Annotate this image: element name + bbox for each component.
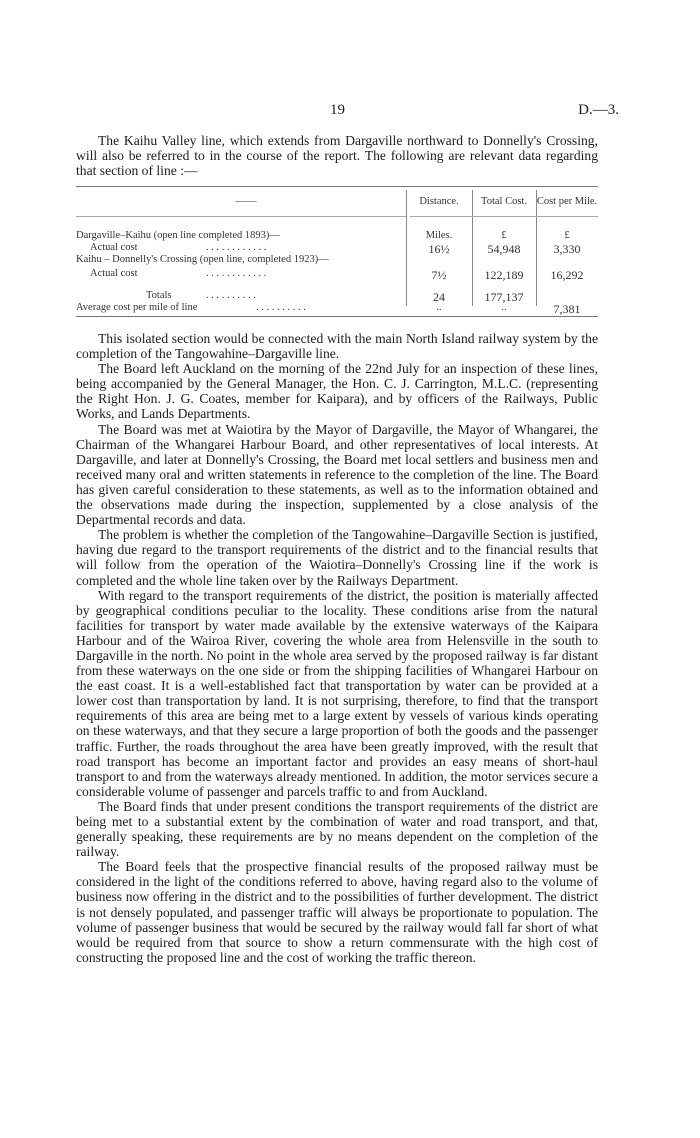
row-label: Dargaville–Kaihu (open line completed 1893)—: [76, 230, 280, 241]
unit-miles: Miles.: [425, 230, 453, 241]
column-header-distance: Distance.: [419, 196, 459, 207]
unit-pounds: £: [501, 230, 507, 241]
header-rule: [410, 216, 598, 217]
table-cell-per-mile: 7,381: [553, 302, 581, 316]
unit-pounds: £: [564, 230, 570, 241]
table-cell-distance: 16½: [428, 242, 450, 256]
table-cell-per-mile: 3,330: [553, 242, 581, 256]
table-cell-distance: ..: [436, 302, 442, 313]
intro-paragraph: [76, 133, 598, 178]
table-top-rule: [76, 186, 598, 187]
table-bottom-rule: [76, 316, 598, 317]
table-cell-total: 54,948: [487, 242, 521, 256]
document-reference: D.—3.: [578, 102, 619, 118]
row-label: Actual cost: [90, 242, 138, 253]
row-label: Actual cost: [90, 268, 138, 279]
page-number: 19: [330, 102, 345, 118]
table-cell-total: 177,137: [484, 290, 524, 304]
column-header-cost-per-mile: Cost per Mile.: [536, 196, 598, 207]
row-leader-dots: . . . . . . . . . . . .: [206, 268, 267, 279]
row-label: Kaihu – Donnelly's Crossing (open line, completed 1923)—: [76, 254, 329, 265]
table-header-dash: ——: [235, 196, 257, 207]
row-label-totals: Totals: [146, 290, 172, 301]
paragraph: The Board left Auckland on the morning of the 22nd July for an inspection of these lines, being accompanied by the General Manager, the Hon. C. J. Carrington, M.L.C. (representing the Right Hon. J. G. Coates, member for Kaipara), and by officers of the Railways, Public Works, and Lands Departments.: [76, 361, 598, 422]
body-text: [76, 331, 598, 965]
paragraph: The Board was met at Waiotira by the Mayor of Dargaville, the Mayor of Whangarei, the Chairman of the Whangarei Harbour Board, and other representatives of local interests. At Dargaville, and later at Donnelly's Crossing, the Board met local settlers and business men and received many oral and written statements in reference to the completion of the line. The Board has given careful consideration to these statements, as well as to the information obtained and the observations made during the inspection, supplemented by a close analysis of the Departmental records and data.: [76, 421, 598, 528]
header-rule: [76, 216, 406, 217]
row-leader-dots: . . . . . . . . . .: [256, 302, 306, 313]
table-cell-per-mile: 16,292: [550, 268, 584, 282]
table-cell-total: ..: [501, 302, 507, 313]
column-header-total-cost: Total Cost.: [481, 196, 527, 207]
paragraph: The problem is whether the completion of the Tangowahine–Dargaville Section is justified, having due regard to the transport requirements of the district and to the financial results that will follow from the operation of the Waiotira–Donnelly's Crossing line if the work is completed and the whole line taken over by the Railways Department.: [76, 527, 598, 588]
table-cell-distance: 24: [433, 290, 445, 304]
paragraph: The Kaihu Valley line, which extends from Dargaville northward to Donnelly's Crossing, will also be referred to in the course of the report. The following are relevant data regarding that section of line :—: [76, 133, 598, 179]
paragraph: This isolated section would be connected with the main North Island railway system by the completion of the Tangowahine–Dargaville line.: [76, 331, 598, 362]
row-leader-dots: . . . . . . . . . .: [206, 290, 256, 301]
paragraph: With regard to the transport requirements of the district, the position is materially affected by geographical conditions peculiar to the locality. These conditions arise from the natural facilities for transport by water made available by the extensive waterways of the Kaipara Harbour and of the Wairoa River, covering the whole area from Helensville in the south to Dargaville in the north. No point in the whole area served by the proposed railway is far distant from these waterways on the one side or from the shipping facilities of Whangarei Harbour on the east coast. It is a well-established fact that transportation by water can be provided at a lower cost than transportation by land. It is not surprising, therefore, to find that the transport requirements of this area are being met to a large extent by vessels of various kinds operating on these waterways, and that they secure a large proportion of both the goods and the passenger traffic. Further, the roads throughout the area have been greatly improved, with the result that road transport has become an important factor and provides an easy means of short-haul transport to and from the waterways already mentioned. In addition, the motor services secure a considerable volume of passenger and parcels traffic to and from Auckland.: [76, 587, 598, 799]
table-cell-total: 122,189: [484, 268, 524, 282]
table-cell-distance: 7½: [431, 268, 447, 282]
paragraph: The Board finds that under present conditions the transport requirements of the district are being met to a substantial extent by the combination of water and road transport, and that, generally speaking, these requirements are by no means dependent on the completion of the railway.: [76, 798, 598, 860]
page-header: [0, 102, 700, 122]
row-label: Average cost per mile of line: [76, 302, 198, 313]
paragraph: The Board feels that the prospective financial results of the proposed railway must be considered in the light of the conditions referred to above, having regard also to the volume of business now offering in the district and to the possibilities of further development. The district is not densely populated, and passenger traffic will always be proportionate to population. The volume of passenger business that would be secured by the railway would fall far short of what would be required from that source to show a return commensurate with the high cost of constructing the proposed line and the cost of working the traffic thereon.: [76, 859, 598, 965]
row-leader-dots: . . . . . . . . . . . .: [206, 242, 267, 253]
